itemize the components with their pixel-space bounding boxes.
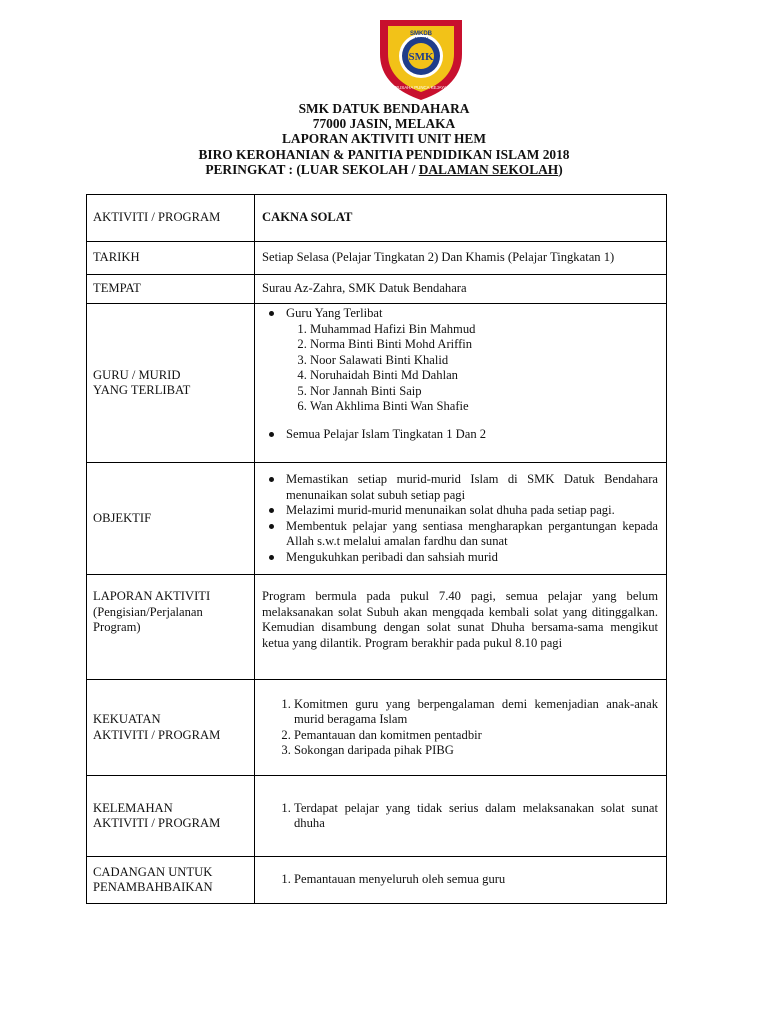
objective-item: Memastikan setiap murid-murid Islam di SMK Datuk Bendahara menunaikan solat subuh setiap pagi xyxy=(286,472,658,502)
improvements-value xyxy=(255,857,667,904)
row-participants xyxy=(87,304,667,463)
crest-town: JASIN xyxy=(413,37,429,43)
program-label: AKTIVITI / PROGRAM xyxy=(87,195,255,242)
objectives-list xyxy=(262,472,658,565)
row-program xyxy=(87,195,667,242)
report-title: LAPORAN AKTIVITI UNIT HEM xyxy=(282,131,486,147)
teacher-item: 2. Norma Binti Binti Mohd Ariffin xyxy=(310,337,658,353)
objective-item: Membentuk pelajar yang sentiasa mengharapkan pergantungan kepada Allah s.w.t melalui amalan fardhu dan sunat xyxy=(286,518,658,548)
strengths-list xyxy=(262,697,658,759)
strength-item: 3. Sokongan daripada pihak PIBG xyxy=(294,743,658,759)
weaknesses-value xyxy=(255,776,667,857)
row-place xyxy=(87,275,667,304)
participants-label xyxy=(87,304,255,463)
strength-item: 1. Komitmen guru yang berpengalaman demi kemenjadian anak-anak murid beragama Islam xyxy=(294,697,658,728)
strengths-label-line-1: KEKUATAN xyxy=(93,712,161,726)
objectives-label: OBJEKTIF xyxy=(87,463,255,575)
teacher-item: 5. Nor Jannah Binti Saip xyxy=(310,384,658,400)
weakness-item: 1. Terdapat pelajar yang tidak serius dalam melaksanakan solat sunat dhuha xyxy=(294,801,658,832)
report-label xyxy=(87,575,255,680)
row-weaknesses xyxy=(87,776,667,857)
strengths-label-line-2: AKTIVITI / PROGRAM xyxy=(93,727,221,742)
strengths-value xyxy=(255,680,667,776)
teachers-heading: Guru Yang Terlibat xyxy=(286,306,383,320)
improvements-label-line-1: CADANGAN UNTUK xyxy=(93,864,213,879)
objectives-value xyxy=(255,463,667,575)
crest-top-text: SMKDB xyxy=(410,31,432,37)
level-prefix: PERINGKAT : (LUAR SEKOLAH / xyxy=(205,161,419,177)
level-selected: DALAMAN SEKOLAH xyxy=(418,161,559,177)
row-objectives xyxy=(87,463,667,575)
report-header xyxy=(0,101,768,177)
teacher-item: 6. Wan Akhlima Binti Wan Shafie xyxy=(310,399,658,415)
weaknesses-label-line-1: KELEMAHAN xyxy=(93,800,173,815)
report-form-table xyxy=(86,194,667,904)
date-value: Setiap Selasa (Pelajar Tingkatan 2) Dan Khamis (Pelajar Tingkatan 1) xyxy=(255,242,667,275)
strengths-label xyxy=(87,680,255,776)
teacher-item: 4. Noruhaidah Binti Md Dahlan xyxy=(310,368,658,384)
improvement-item: 1. Pemantauan menyeluruh oleh semua guru xyxy=(294,872,658,888)
weaknesses-label-line-2: AKTIVITI / PROGRAM xyxy=(93,816,221,830)
teachers-list xyxy=(286,322,658,415)
report-text: Program bermula pada pukul 7.40 pagi, semua pelajar yang belum melaksanakan solat Subuh akan mengqada kembali solat yang ditinggalkan. Kemudian disambung dengan solat sunat Dhuha bersama-sama mengikut ketua yang dilantik. Program berakhir pada pukul 8.10 pagi xyxy=(255,575,667,680)
report-label-line-3: Program) xyxy=(93,620,141,634)
improvements-list xyxy=(262,872,658,888)
weaknesses-list xyxy=(262,801,658,832)
participants-value xyxy=(255,304,667,463)
teachers-group xyxy=(286,306,658,415)
place-label: TEMPAT xyxy=(87,275,255,304)
report-label-line-1: LAPORAN AKTIVITI xyxy=(93,589,211,603)
row-report xyxy=(87,575,667,680)
participants-label-line-2: YANG TERLIBAT xyxy=(93,383,191,397)
school-name: SMK DATUK BENDAHARA xyxy=(298,101,470,116)
report-label-line-2: (Pengisian/Perjalanan xyxy=(93,604,203,619)
teacher-item: 1. Muhammad Hafizi Bin Mahmud xyxy=(310,322,658,338)
school-crest-logo xyxy=(370,14,472,102)
school-address: 77000 JASIN, MELAKA xyxy=(312,116,456,132)
date-label: TARIKH xyxy=(87,242,255,275)
objective-item: Mengukuhkan peribadi dan sahsiah murid xyxy=(286,550,658,566)
bureau-title: BIRO KEROHANIAN & PANITIA PENDIDIKAN ISLAM 2018 xyxy=(198,146,570,162)
improvements-label-line-2: PENAMBAHBAIKAN xyxy=(93,880,213,894)
level-line xyxy=(0,162,768,177)
place-value: Surau Az-Zahra, SMK Datuk Bendahara xyxy=(255,275,667,304)
level-suffix: ) xyxy=(558,161,563,177)
crest-motto: BERUSAHA PUNCA KEJAYAAN xyxy=(389,85,453,90)
crest-monogram: SMK xyxy=(408,51,434,63)
participants-list xyxy=(262,306,658,442)
weaknesses-label xyxy=(87,776,255,857)
students-item: Semua Pelajar Islam Tingkatan 1 Dan 2 xyxy=(286,427,658,443)
improvements-label xyxy=(87,857,255,904)
program-value: CAKNA SOLAT xyxy=(255,195,667,242)
row-improvements xyxy=(87,857,667,904)
participants-label-line-1: GURU / MURID xyxy=(93,367,181,382)
objective-item: Melazimi murid-murid menunaikan solat dhuha pada setiap pagi. xyxy=(286,503,658,519)
strength-item: 2. Pemantauan dan komitmen pentadbir xyxy=(294,728,658,744)
row-date xyxy=(87,242,667,275)
row-strengths xyxy=(87,680,667,776)
teacher-item: 3. Noor Salawati Binti Khalid xyxy=(310,353,658,369)
